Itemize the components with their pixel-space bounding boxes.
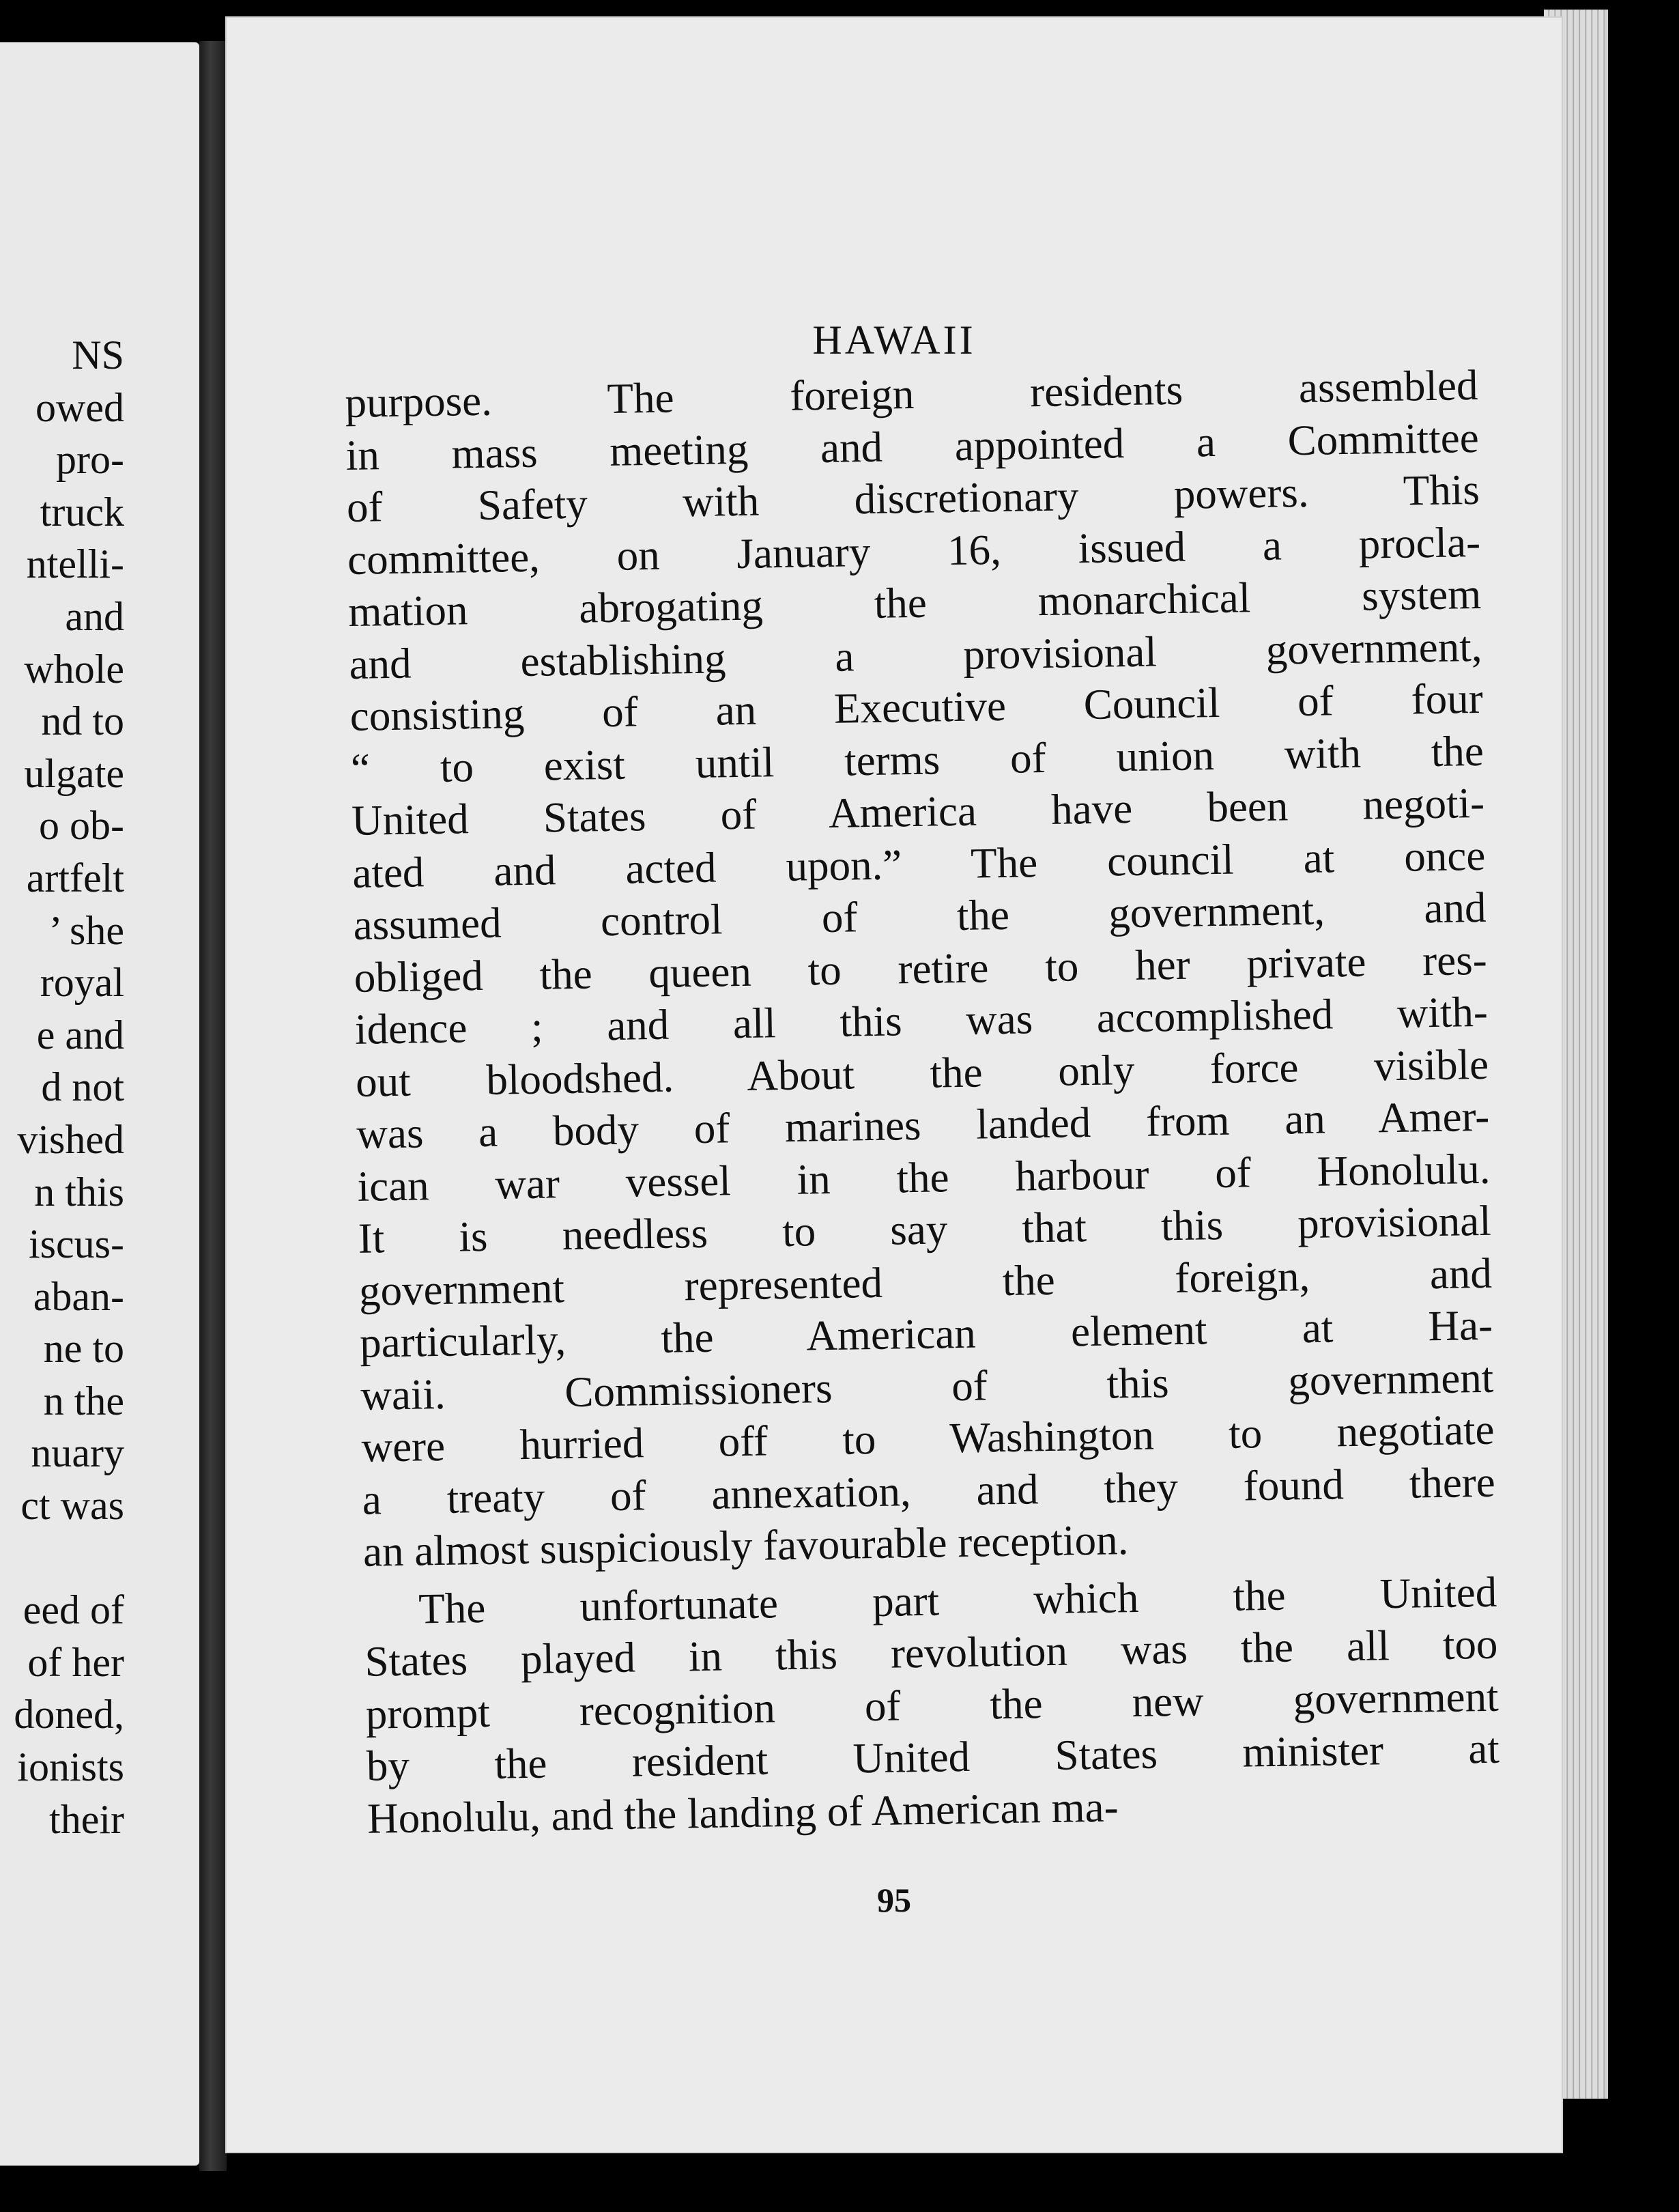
left-page-line: their bbox=[49, 1796, 124, 1842]
left-page-line: eed of bbox=[23, 1587, 124, 1633]
left-page-line: and bbox=[65, 593, 124, 639]
running-head: HAWAII bbox=[812, 317, 976, 363]
left-page-line: e and bbox=[36, 1012, 124, 1058]
left-page-line: nuary bbox=[31, 1430, 124, 1476]
text-line: consisting of an Executive Council of four bbox=[349, 674, 1484, 740]
text-line: Honolulu, and the landing of American ma- bbox=[367, 1782, 1119, 1843]
text-line: in mass meeting and appointed a Committee bbox=[345, 413, 1480, 479]
left-page-line: n the bbox=[43, 1378, 124, 1423]
text-line: ated and acted upon.” The council at once bbox=[351, 831, 1486, 897]
left-page-line: ct was bbox=[20, 1483, 124, 1529]
text-line: government represented the foreign, and bbox=[358, 1249, 1493, 1315]
text-line: waii. Commissioners of this government bbox=[360, 1353, 1494, 1419]
text-line: United States of America have been negoti- bbox=[351, 778, 1485, 845]
text-line: The unfortunate part which the United bbox=[418, 1568, 1497, 1633]
text-line: an almost suspiciously favourable reception. bbox=[362, 1516, 1129, 1576]
text-line: purpose. The foreign residents assembled bbox=[345, 360, 1478, 427]
left-page-line: n this bbox=[34, 1169, 124, 1215]
text-line: by the resident United States minister at bbox=[366, 1724, 1500, 1790]
text-line: a treaty of annexation, and they found there bbox=[362, 1458, 1496, 1524]
left-page-line: ulgate bbox=[24, 750, 124, 796]
text-line: was a body of marines landed from an Amer- bbox=[356, 1092, 1490, 1158]
text-line: committee, on January 16, issued a procla- bbox=[347, 517, 1481, 584]
left-page-line: NS bbox=[72, 332, 124, 378]
left-page-line bbox=[14, 1532, 124, 1585]
left-page-line: aban- bbox=[33, 1273, 124, 1319]
left-page-line: whole bbox=[24, 646, 124, 692]
body-text bbox=[345, 359, 1501, 1845]
text-line: assumed control of the government, and bbox=[353, 883, 1487, 949]
left-page-line: artfelt bbox=[26, 855, 124, 901]
right-page bbox=[225, 16, 1563, 2153]
left-page-line: ionists bbox=[17, 1744, 124, 1790]
left-page-line: owed bbox=[35, 384, 124, 430]
left-page-line: vished bbox=[17, 1116, 124, 1162]
left-page-line: o ob- bbox=[39, 803, 124, 849]
text-line: of Safety with discretionary powers. This bbox=[346, 465, 1480, 531]
left-page-line: d not bbox=[41, 1064, 124, 1110]
text-line: and establishing a provisional government, bbox=[349, 622, 1482, 688]
text-line: ican war vessel in the harbour of Honolulu. bbox=[357, 1144, 1491, 1210]
text-line: mation abrogating the monarchical system bbox=[347, 569, 1482, 636]
left-page-line: doned, bbox=[14, 1692, 124, 1738]
left-page-line: pro- bbox=[56, 437, 124, 483]
left-page-line: royal bbox=[40, 960, 124, 1006]
text-line: idence ; and all this was accomplished with- bbox=[354, 987, 1489, 1053]
text-line: obliged the queen to retire to her private res- bbox=[354, 935, 1488, 1002]
left-page-line: ntelli- bbox=[26, 541, 124, 587]
left-page-line: truck bbox=[40, 489, 124, 535]
left-page-line: ’ she bbox=[48, 907, 124, 953]
text-line: “ to exist until terms of union with the bbox=[350, 726, 1484, 793]
text-line: It is needless to say that this provisional bbox=[358, 1196, 1492, 1262]
left-page-line: of her bbox=[27, 1639, 124, 1685]
text-line: prompt recognition of the new government bbox=[365, 1672, 1499, 1738]
left-page bbox=[0, 42, 199, 2166]
text-line: particularly, the American element at Ha- bbox=[359, 1301, 1493, 1367]
left-page-text bbox=[14, 329, 124, 1845]
left-page-line: iscus- bbox=[29, 1221, 124, 1267]
book-gutter bbox=[199, 41, 227, 2171]
text-line: out bloodshed. About the only force visible bbox=[355, 1040, 1489, 1106]
left-page-line: nd to bbox=[41, 698, 124, 744]
text-line: were hurried off to Washington to negotiate bbox=[361, 1405, 1495, 1471]
page-number: 95 bbox=[877, 1881, 911, 1919]
left-page-line: ne to bbox=[43, 1326, 124, 1372]
text-line: States played in this revolution was the all too bbox=[364, 1619, 1498, 1686]
